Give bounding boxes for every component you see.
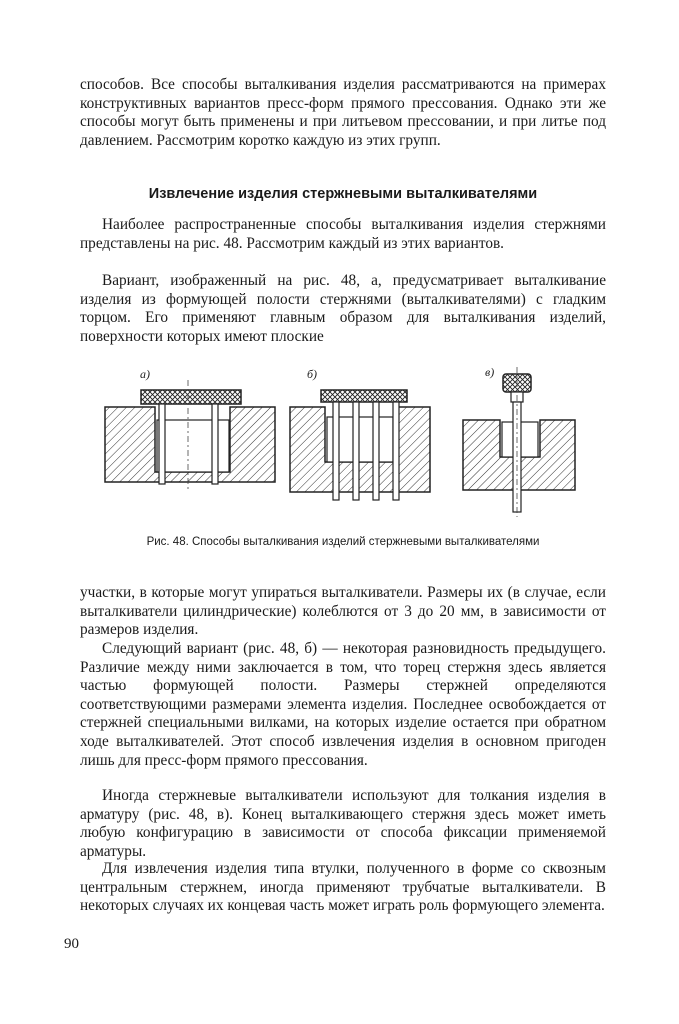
figure-caption: Рис. 48. Способы выталкивания изделий стержневыми выталкивателями (146, 536, 540, 548)
variant-c-diagram (463, 365, 575, 517)
paragraph-2: Вариант, изображенный на рис. 48, а, предусматривает выталкивание изделия из формующей полости стержнями (выталкивателями) с гладким торцом. Его применяют главным образом для выталкивания изделий, поверхности которых имеют плоские (80, 272, 606, 345)
paragraph-4: Следующий вариант (рис. 48, б) — некоторая разновидность предыдущего. Различие между ними заключается в том, что торец стержня здесь является частью формующей полости. Размеры стержней определяются соответствующими размерами элемента изделия. Последнее освобождается от стержней специальными вилками, на которых изделие остается при обратном ходе выталкивателей. Этот способ извлечения изделия в основном пригоден лишь для пресс-форм прямого прессования. (80, 640, 606, 769)
paragraph-3: участки, в которые могут упираться выталкиватели. Размеры их (в случае, если выталкиватели цилиндрические) колеблются от 3 до 20 мм, в зависимости от размеров изделия. (80, 584, 606, 639)
paragraph-5: Иногда стержневые выталкиватели используют для толкания изделия в арматуру (рис. 48, в). Конец выталкивающего стержня здесь может иметь любую конфигурацию в зависимости от способа фиксации применяемой арматуры. (80, 787, 606, 860)
paragraph-6: Для извлечения изделия типа втулки, полученного в форме со сквозным центральным стержнем, иногда применяют трубчатые выталкиватели. В некоторых случаях их концевая часть может играть роль формующего элемента. (80, 860, 606, 915)
paragraph-1: Наиболее распространенные способы выталкивания изделия стержнями представлены на рис. 48. Рассмотрим каждый из этих вариантов. (80, 216, 606, 252)
figure-48 (95, 362, 585, 522)
paragraph-intro: способов. Все способы выталкивания изделия рассматриваются на примерах конструктивных вариантов пресс-форм прямого прессования. Однако эти же способы могут быть применены и при литьевом прессовании, и при литье под давлением. Рассмотрим коротко каждую из этих групп. (80, 76, 606, 149)
figure-label-a: а) (140, 367, 150, 381)
figure-label-b: б) (307, 367, 318, 381)
figure-label-c: в) (485, 365, 495, 379)
page-number: 90 (64, 936, 79, 952)
section-heading: Извлечение изделия стержневыми выталкивателями (148, 186, 538, 202)
variant-a-diagram (105, 367, 275, 492)
variant-b-diagram (290, 367, 430, 500)
